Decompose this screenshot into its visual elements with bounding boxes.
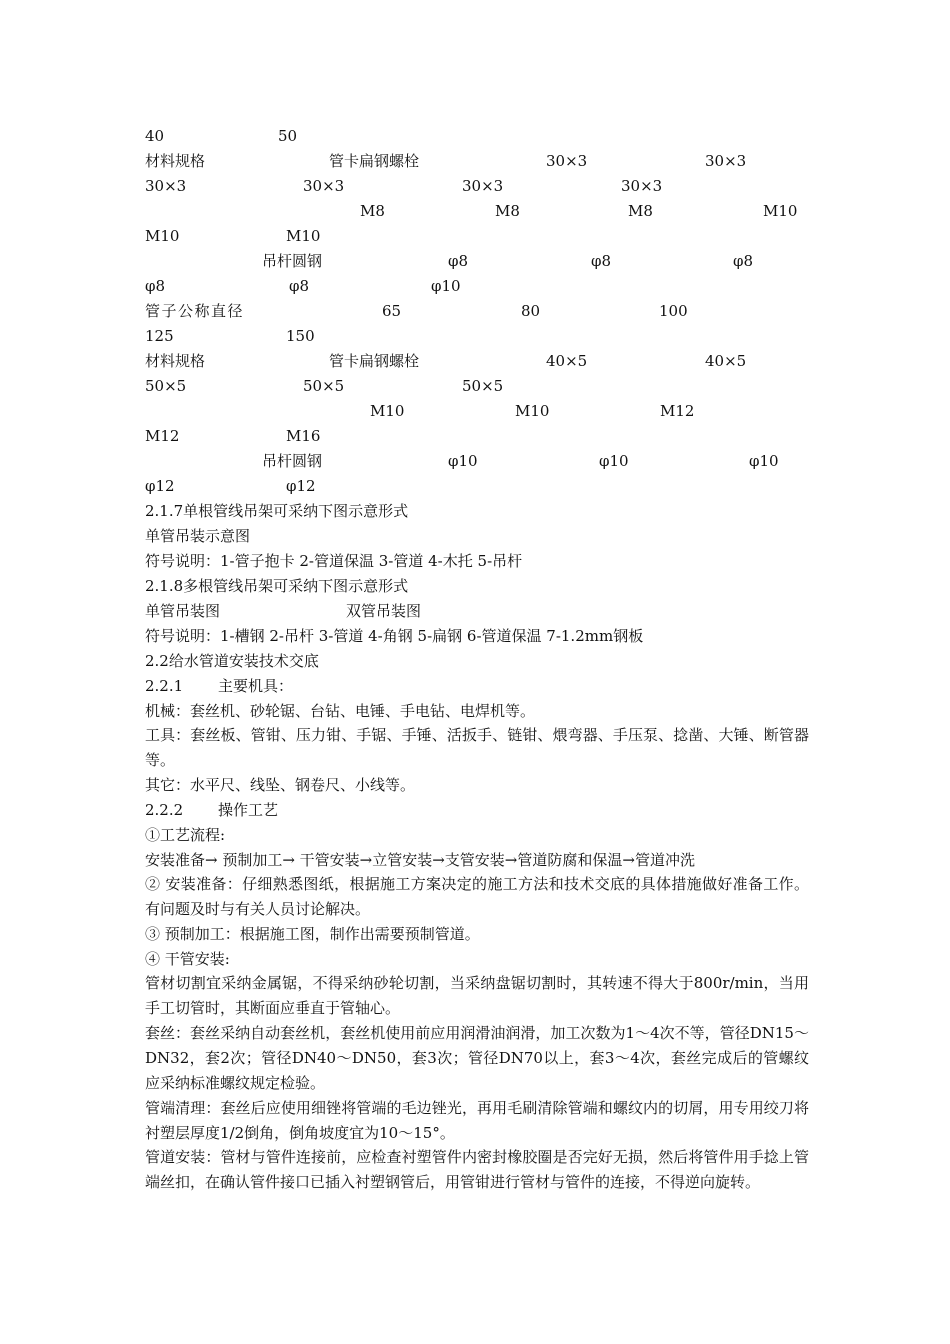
- table-cell: φ10: [448, 452, 478, 470]
- section-number: 2.2.1: [145, 677, 184, 695]
- paragraph-flow: 安装准备→ 预制加工→ 干管安装→立管安装→支管安装→管道防腐和保温→管道冲洗: [145, 851, 695, 869]
- table-cell: M12: [660, 402, 695, 420]
- table-cell: φ12: [286, 477, 316, 495]
- paragraph-tools: 工具：套丝板、管钳、压力钳、手锯、手锤、活扳手、链钳、煨弯器、手压泵、捻凿、大锤、断管器等。: [145, 726, 809, 769]
- table-cell: 50×5: [462, 377, 504, 395]
- table-cell: M10: [286, 227, 321, 245]
- table-cell: 30×3: [705, 152, 747, 170]
- subheading-main-pipe: ④ 干管安装:: [145, 950, 230, 968]
- section-heading-2-1-7: 2.1.7单根管线吊架可采纳下图示意形式: [145, 502, 409, 520]
- table-cell: 50×5: [303, 377, 345, 395]
- table-cell: φ8: [733, 252, 754, 270]
- table-cell: 80: [521, 302, 541, 320]
- table-cell: φ8: [289, 277, 310, 295]
- table-cell: φ10: [749, 452, 779, 470]
- table-cell: 40: [145, 127, 165, 145]
- table-cell: φ10: [431, 277, 461, 295]
- table-cell: 125: [145, 327, 174, 345]
- table-cell: M8: [360, 202, 385, 220]
- table-cell: 30×3: [546, 152, 588, 170]
- table-cell: M10: [515, 402, 550, 420]
- table-cell: 30×3: [621, 177, 663, 195]
- table-cell: M10: [145, 227, 180, 245]
- table-cell: M10: [763, 202, 798, 220]
- table-cell: 100: [659, 302, 688, 320]
- table-cell: 30×3: [462, 177, 504, 195]
- section-heading-2-1-8: 2.1.8多根管线吊架可采纳下图示意形式: [145, 577, 409, 595]
- section-number: 2.2.2: [145, 801, 184, 819]
- figure-legend: 符号说明：1-管子抱卡 2-管道保温 3-管道 4-木托 5-吊杆: [145, 552, 523, 570]
- table-cell: 吊杆圆钢: [262, 252, 323, 270]
- table-cell: M8: [495, 202, 520, 220]
- paragraph-install: 管道安装：管材与管件连接前，应检查衬塑管件内密封橡胶圈是否完好无损，然后将管件用手捻上管端丝扣，在确认管件接口已插入衬塑钢管后，用管钳进行管材与管件的连接，不得逆向旋转。: [145, 1148, 809, 1191]
- paragraph-machines: 机械：套丝机、砂轮锯、台钻、电锤、手电钻、电焊机等。: [145, 702, 536, 720]
- section-heading-2-2: 2.2给水管道安装技术交底: [145, 652, 319, 670]
- table-cell: 150: [286, 327, 315, 345]
- table-cell: 30×3: [145, 177, 187, 195]
- table-cell: 管卡扁钢螺栓: [329, 152, 420, 170]
- table-cell: M8: [628, 202, 653, 220]
- paragraph-cleaning: 管端清理：套丝后应使用细锉将管端的毛边锉光，再用毛刷清除管端和螺纹内的切屑，用专用绞刀将衬塑层厚度1/2倒角，倒角坡度宜为10～15°。: [145, 1099, 809, 1142]
- paragraph-others: 其它：水平尺、线坠、钢卷尺、小线等。: [145, 776, 416, 794]
- table-cell: 吊杆圆钢: [262, 452, 323, 470]
- table-cell: φ8: [591, 252, 612, 270]
- table-cell: 40×5: [705, 352, 747, 370]
- figure-title: 双管吊装图: [346, 602, 422, 620]
- table-cell: 50×5: [145, 377, 187, 395]
- table-cell: φ10: [599, 452, 629, 470]
- figure-title: 单管吊装图: [145, 602, 221, 620]
- table-cell: M12: [145, 427, 180, 445]
- table-cell: 管子公称直径: [145, 302, 245, 320]
- figure-title: 单管吊装示意图: [145, 527, 251, 545]
- paragraph-cutting: 管材切割宜采纳金属锯，不得采纳砂轮切割，当采纳盘锯切割时，其转速不得大于800r/min，当用手工切管时，其断面应垂直于管轴心。: [145, 974, 809, 1017]
- table-cell: 65: [382, 302, 402, 320]
- table-cell: 材料规格: [145, 352, 206, 370]
- table-cell: φ8: [145, 277, 166, 295]
- table-cell: 50: [278, 127, 298, 145]
- table-cell: 管卡扁钢螺栓: [329, 352, 420, 370]
- table-cell: 材料规格: [145, 152, 206, 170]
- paragraph-threading: 套丝：套丝采纳自动套丝机，套丝机使用前应用润滑油润滑，加工次数为1～4次不等，管径DN15～DN32，套2次；管径DN40～DN50，套3次；管径DN70以上，套3～4次，套丝完成后的管螺纹应采纳标准螺纹规定检验。: [145, 1024, 809, 1092]
- table-cell: M16: [286, 427, 321, 445]
- section-title: 主要机具：: [218, 677, 294, 695]
- paragraph-prefab: ③ 预制加工：根据施工图，制作出需要预制管道。: [145, 925, 480, 943]
- table-cell: M10: [370, 402, 405, 420]
- table-cell: φ12: [145, 477, 175, 495]
- table-cell: φ8: [448, 252, 469, 270]
- figure-legend: 符号说明：1-槽钢 2-吊杆 3-管道 4-角钢 5-扁钢 6-管道保温 7-1.2mm钢板: [145, 627, 644, 645]
- table-cell: 30×3: [303, 177, 345, 195]
- section-title: 操作工艺: [218, 801, 279, 819]
- table-cell: 40×5: [546, 352, 588, 370]
- subheading-flow: ①工艺流程:: [145, 826, 226, 844]
- paragraph-prep: ② 安装准备：仔细熟悉图纸，根据施工方案决定的施工方法和技术交底的具体措施做好准备工作。有问题及时与有关人员讨论解决。: [145, 875, 809, 918]
